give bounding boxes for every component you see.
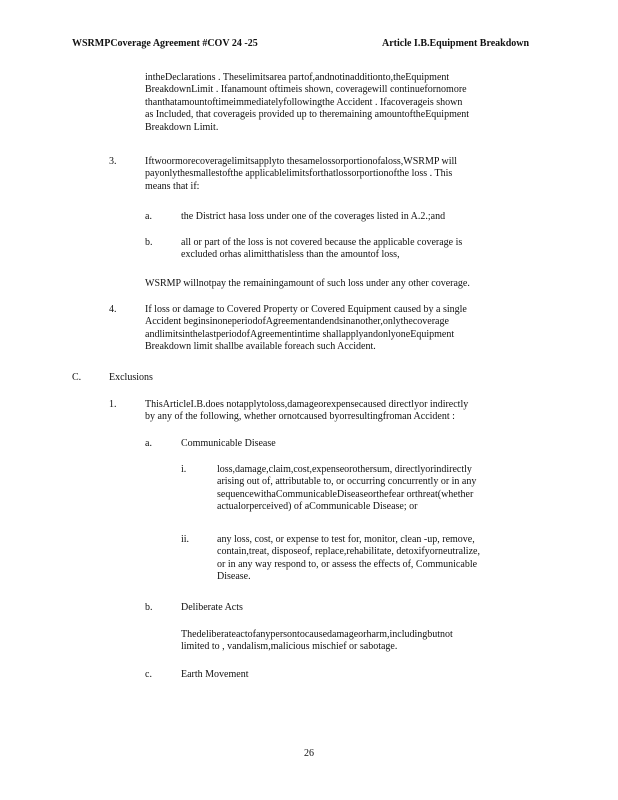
text-line: BreakdownLimit . Ifanamount oftimeis shown, coveragewill continuefornomore <box>145 84 467 96</box>
c1a-title: Communicable Disease <box>181 438 276 449</box>
text-line: payonlythesmallestofthe applicablelimitsforthatlossorportionofthe loss . This <box>145 168 453 180</box>
item-3-closing: WSRMP willnotpay the remainingamount of such loss under any other coverage. <box>145 278 470 289</box>
item-3b-text <box>181 237 462 262</box>
text-line: If loss or damage to Covered Property or Covered Equipment caused by a single <box>145 304 467 315</box>
header-right: Article I.B.Equipment Breakdown <box>382 38 530 49</box>
text-line: contain,treat, disposeof, replace,rehabilitate, detoxifyorneutralize, <box>217 546 480 558</box>
text-line: thanthatamountoftimeimmediatelyfollowingthe Accident . Ifacoverageis shown <box>145 96 463 108</box>
text-line: sequencewithaCommunicableDiseaseorthefear orthreat(whether <box>217 488 474 500</box>
text-line: Breakdown limit shallbe available foreach such Accident. <box>145 341 376 353</box>
c1c-label: c. <box>145 669 152 680</box>
item-3a-label: a. <box>145 211 152 222</box>
text-line: or in any way respond to, or assess the effects of, Communicable <box>217 558 478 570</box>
c1-text <box>145 399 468 424</box>
text-line: arising out of, attributable to, or occurring concurrently or in any <box>217 476 477 488</box>
text-line: limited to , vandalism,malicious mischief or sabotage. <box>181 641 398 653</box>
c1b-title: Deliberate Acts <box>181 602 243 613</box>
item-3-number: 3. <box>109 156 117 167</box>
c1a-ii-text <box>217 534 480 584</box>
section-c-title: Exclusions <box>109 372 153 383</box>
text-line: excluded orhas alimitthatisless than the amountof loss, <box>181 249 400 261</box>
c1a-label: a. <box>145 438 152 449</box>
c1a-i-label: i. <box>181 464 187 475</box>
text-line: Disease. <box>217 571 251 583</box>
text-line: as Included, that coverageis provided up to theremaining amountoftheEquipment <box>145 109 470 121</box>
text-line: Accident beginsinoneperiodofAgreementandendsinanother,onlythecoverage <box>145 316 449 328</box>
page-number: 26 <box>304 748 314 759</box>
text-line: Thedeliberateactofanypersontocausedamageorharm,includingbutnot <box>181 629 453 640</box>
text-line: ThisArticleI.B.does notapplytoloss,damageorexpensecaused directlyor indirectly <box>145 399 469 410</box>
text-line: Breakdown Limit. <box>145 121 219 133</box>
text-line: loss,damage,claim,cost,expenseorothersum, directlyorindirectly <box>217 464 472 475</box>
item-3-text <box>145 156 457 193</box>
text-line: andlimitsinthelastperiodofAgreementintime shallapplyandonlyoneEquipment <box>145 328 455 340</box>
text-line: Iftwoormorecoveragelimitsapplyto thesamelossorportionofaloss,WSRMP will <box>145 156 458 167</box>
item-3b-label: b. <box>145 237 153 248</box>
c1b-text <box>181 629 453 654</box>
header-left: WSRMPCoverage Agreement #COV 24 -25 <box>72 38 258 49</box>
c1a-i-text <box>217 464 476 514</box>
text-line: intheDeclarations . Theselimitsarea partof,andnotinadditionto,theEquipment <box>145 72 450 83</box>
text-line: all or part of the loss is not covered because the applicable coverage is <box>181 237 463 248</box>
text-line: the District hasa loss under one of the coverages listed in A.2.;and <box>181 211 446 222</box>
c1-number: 1. <box>109 399 117 410</box>
section-c-letter: C. <box>72 372 82 383</box>
c1b-label: b. <box>145 602 153 613</box>
text-line: actualorperceived) of aCommunicable Disease; or <box>217 501 418 513</box>
item-4-number: 4. <box>109 304 117 315</box>
item-3a-text <box>181 211 445 223</box>
text-line: any loss, cost, or expense to test for, monitor, clean -up, remove, <box>217 534 475 545</box>
continuation-paragraph <box>145 72 469 134</box>
item-4-text <box>145 304 467 354</box>
c1c-title: Earth Movement <box>181 669 249 680</box>
c1a-ii-label: ii. <box>181 534 190 545</box>
text-line: means that if: <box>145 180 200 192</box>
text-line: by any of the following, whether ornotcaused byorresultingfroman Accident : <box>145 411 455 423</box>
